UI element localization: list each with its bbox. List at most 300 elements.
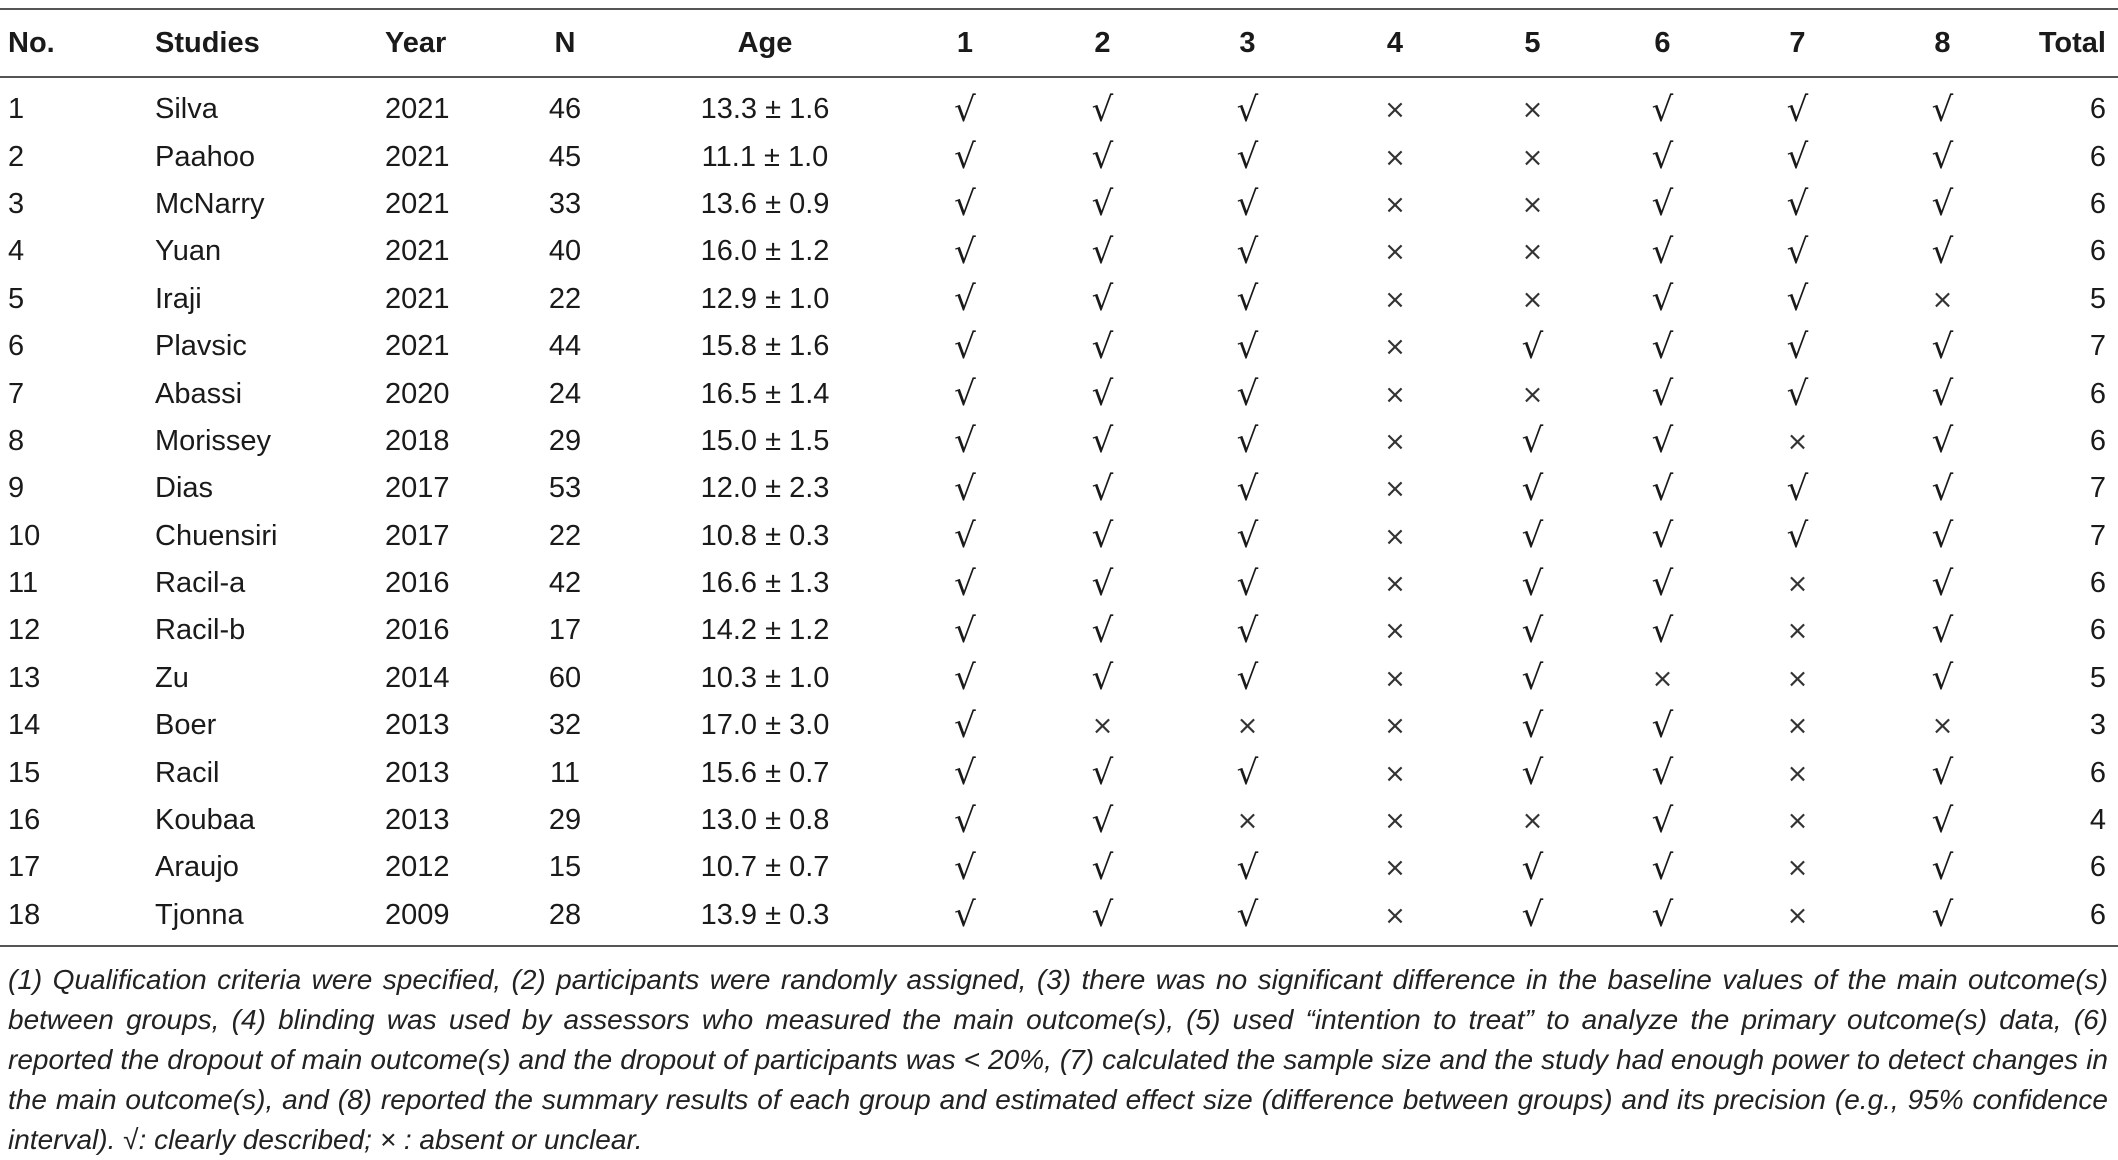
cell-criterion-4 bbox=[1325, 465, 1465, 512]
cell-total: 5 bbox=[2089, 661, 2106, 694]
cell-n: 22 bbox=[548, 282, 582, 315]
check-mark: √ bbox=[1521, 847, 1544, 888]
cell-criterion-3 bbox=[1170, 844, 1325, 891]
cell-criterion-1 bbox=[895, 465, 1035, 512]
check-mark: √ bbox=[1521, 516, 1544, 557]
cell-criterion-7 bbox=[1725, 323, 1870, 370]
table-row bbox=[0, 560, 2118, 607]
header-row bbox=[0, 9, 2118, 77]
check-mark: √ bbox=[1521, 658, 1544, 699]
check-mark: √ bbox=[1091, 658, 1114, 699]
table-row bbox=[0, 370, 2118, 417]
check-mark: √ bbox=[954, 137, 976, 178]
cell-study: Chuensiri bbox=[155, 519, 278, 552]
cell-n: 28 bbox=[495, 892, 635, 946]
cross-mark: × bbox=[1521, 95, 1544, 126]
cross-mark: × bbox=[1384, 711, 1406, 742]
cell-criterion-5 bbox=[1465, 892, 1600, 946]
cell-criterion-8 bbox=[1870, 797, 2015, 844]
header-criterion-3: 3 bbox=[1170, 9, 1325, 77]
cell-criterion-2 bbox=[1035, 702, 1170, 749]
header-criterion-4: 4 bbox=[1325, 9, 1465, 77]
check-mark: √ bbox=[1236, 326, 1259, 367]
cell-n: 32 bbox=[548, 709, 582, 742]
cell-criterion-1 bbox=[895, 797, 1035, 844]
cell-criterion-5 bbox=[1465, 607, 1600, 654]
cell-criterion-5 bbox=[1465, 276, 1600, 323]
cell-criterion-2 bbox=[1035, 370, 1170, 417]
cell-criterion-7 bbox=[1725, 133, 1870, 180]
cell-criterion-1 bbox=[895, 749, 1035, 796]
cross-mark: × bbox=[1384, 853, 1406, 884]
cell-year: 2009 bbox=[385, 892, 495, 946]
cell-criterion-4 bbox=[1325, 133, 1465, 180]
check-mark: √ bbox=[1786, 89, 1809, 130]
cell-criterion-2 bbox=[1035, 228, 1170, 275]
cell-year: 2020 bbox=[385, 377, 450, 410]
header-criterion-6: 6 bbox=[1600, 9, 1725, 77]
cell-no: 14 bbox=[8, 709, 41, 742]
cross-mark: × bbox=[1931, 711, 1954, 742]
cell-n: 44 bbox=[548, 330, 582, 363]
check-mark: √ bbox=[954, 89, 976, 130]
cell-total: 7 bbox=[2089, 519, 2106, 552]
table-row bbox=[0, 181, 2118, 228]
cell-year: 2018 bbox=[385, 424, 450, 457]
check-mark: √ bbox=[1091, 563, 1114, 604]
cell-criterion-1 bbox=[895, 892, 1035, 946]
check-mark: √ bbox=[1931, 137, 1954, 178]
check-mark: √ bbox=[1521, 563, 1544, 604]
check-mark: √ bbox=[1651, 279, 1674, 320]
check-mark: √ bbox=[1521, 753, 1544, 794]
cell-criterion-1 bbox=[895, 276, 1035, 323]
cell-criterion-2 bbox=[1035, 276, 1170, 323]
cell-no: 2 bbox=[8, 140, 25, 173]
cell-criterion-8 bbox=[1870, 607, 2015, 654]
header-criterion-2: 2 bbox=[1035, 9, 1170, 77]
check-mark: √ bbox=[954, 374, 976, 415]
cell-no: 7 bbox=[8, 377, 25, 410]
check-mark: √ bbox=[1521, 468, 1544, 509]
cell-n: 24 bbox=[548, 377, 582, 410]
cell-criterion-7 bbox=[1725, 655, 1870, 702]
table-body bbox=[0, 77, 2118, 946]
cell-criterion-6 bbox=[1600, 749, 1725, 796]
check-mark: √ bbox=[1651, 231, 1674, 272]
check-mark: √ bbox=[1236, 184, 1259, 225]
quality-assessment-table bbox=[0, 8, 2118, 947]
check-mark: √ bbox=[1931, 895, 1954, 936]
cross-mark: × bbox=[1786, 758, 1809, 789]
cross-mark: × bbox=[1786, 711, 1809, 742]
cross-mark: × bbox=[1521, 806, 1544, 837]
cross-mark: × bbox=[1521, 142, 1544, 173]
cell-criterion-8 bbox=[1870, 181, 2015, 228]
cell-total: 6 bbox=[2089, 93, 2106, 126]
cell-criterion-4 bbox=[1325, 607, 1465, 654]
cell-total: 6 bbox=[2089, 424, 2106, 457]
cell-criterion-3 bbox=[1170, 749, 1325, 796]
cell-criterion-4 bbox=[1325, 323, 1465, 370]
header-total: Total bbox=[2015, 9, 2118, 77]
header-age: Age bbox=[635, 9, 895, 77]
cell-criterion-4 bbox=[1325, 655, 1465, 702]
cell-total: 6 bbox=[2089, 851, 2106, 884]
check-mark: √ bbox=[1091, 895, 1114, 936]
cross-mark: × bbox=[1236, 806, 1259, 837]
cross-mark: × bbox=[1384, 95, 1406, 126]
check-mark: √ bbox=[1931, 231, 1954, 272]
cell-n: 11 bbox=[549, 756, 581, 789]
cross-mark: × bbox=[1384, 237, 1406, 268]
header-criterion-5: 5 bbox=[1465, 9, 1600, 77]
check-mark: √ bbox=[1236, 895, 1259, 936]
cell-no: 17 bbox=[8, 851, 41, 884]
cell-criterion-4 bbox=[1325, 892, 1465, 946]
cell-criterion-1 bbox=[895, 77, 1035, 133]
check-mark: √ bbox=[1786, 184, 1809, 225]
check-mark: √ bbox=[1931, 516, 1954, 557]
cell-criterion-1 bbox=[895, 655, 1035, 702]
check-mark: √ bbox=[1651, 89, 1674, 130]
cell-criterion-4 bbox=[1325, 181, 1465, 228]
cell-age: 16.0 ± 1.2 bbox=[700, 235, 830, 268]
table-row bbox=[0, 465, 2118, 512]
cell-criterion-1 bbox=[895, 513, 1035, 560]
cell-total: 6 bbox=[2089, 756, 2106, 789]
check-mark: √ bbox=[1931, 468, 1954, 509]
cross-mark: × bbox=[1384, 142, 1406, 173]
table-row bbox=[0, 323, 2118, 370]
check-mark: √ bbox=[1786, 279, 1809, 320]
cell-criterion-6 bbox=[1600, 892, 1725, 946]
check-mark: √ bbox=[1931, 610, 1954, 651]
table-row bbox=[0, 513, 2118, 560]
cell-criterion-2 bbox=[1035, 892, 1170, 946]
cell-criterion-8 bbox=[1870, 77, 2015, 133]
cell-no: 13 bbox=[8, 661, 41, 694]
cell-age: 10.3 ± 1.0 bbox=[700, 661, 830, 694]
cell-criterion-4 bbox=[1325, 702, 1465, 749]
check-mark: √ bbox=[1651, 468, 1674, 509]
cell-criterion-3 bbox=[1170, 418, 1325, 465]
cell-criterion-3 bbox=[1170, 228, 1325, 275]
cell-criterion-3 bbox=[1170, 133, 1325, 180]
header-criterion-1: 1 bbox=[895, 9, 1035, 77]
cell-criterion-1 bbox=[895, 418, 1035, 465]
cross-mark: × bbox=[1786, 569, 1809, 600]
cross-mark: × bbox=[1521, 237, 1544, 268]
check-mark: √ bbox=[1651, 563, 1674, 604]
cell-criterion-8 bbox=[1870, 418, 2015, 465]
cell-age: 10.7 ± 0.7 bbox=[700, 851, 830, 884]
cell-year: 2013 bbox=[385, 804, 450, 837]
cell-criterion-6 bbox=[1600, 655, 1725, 702]
check-mark: √ bbox=[1091, 137, 1114, 178]
cell-criterion-8 bbox=[1870, 702, 2015, 749]
cross-mark: × bbox=[1384, 663, 1406, 694]
cell-study: Racil bbox=[155, 756, 220, 789]
cell-criterion-2 bbox=[1035, 133, 1170, 180]
cell-age: 12.0 ± 2.3 bbox=[700, 472, 830, 505]
cross-mark: × bbox=[1384, 379, 1406, 410]
cell-study: McNarry bbox=[155, 187, 265, 220]
check-mark: √ bbox=[954, 800, 976, 841]
cell-total: 6 bbox=[2015, 892, 2118, 946]
check-mark: √ bbox=[1091, 468, 1114, 509]
cross-mark: × bbox=[1786, 900, 1809, 931]
cell-year: 2012 bbox=[385, 851, 450, 884]
check-mark: √ bbox=[1651, 516, 1674, 557]
cell-criterion-1 bbox=[895, 844, 1035, 891]
cell-criterion-4 bbox=[1325, 560, 1465, 607]
check-mark: √ bbox=[954, 279, 976, 320]
check-mark: √ bbox=[1236, 658, 1259, 699]
cell-criterion-6 bbox=[1600, 607, 1725, 654]
cell-no: 5 bbox=[8, 282, 25, 315]
table-row bbox=[0, 844, 2118, 891]
cross-mark: × bbox=[1931, 284, 1954, 315]
check-mark: √ bbox=[1931, 374, 1954, 415]
cell-criterion-2 bbox=[1035, 749, 1170, 796]
cell-age: 16.6 ± 1.3 bbox=[700, 567, 830, 600]
table-row bbox=[0, 276, 2118, 323]
cell-criterion-5 bbox=[1465, 844, 1600, 891]
check-mark: √ bbox=[1651, 705, 1674, 746]
cell-criterion-7 bbox=[1725, 370, 1870, 417]
check-mark: √ bbox=[1651, 753, 1674, 794]
cell-age: 15.6 ± 0.7 bbox=[700, 756, 830, 789]
table-row bbox=[0, 702, 2118, 749]
cross-mark: × bbox=[1786, 426, 1809, 457]
table-row bbox=[0, 892, 2118, 946]
cell-criterion-4 bbox=[1325, 797, 1465, 844]
cell-criterion-8 bbox=[1870, 228, 2015, 275]
check-mark: √ bbox=[1931, 421, 1954, 462]
cell-criterion-5 bbox=[1465, 181, 1600, 228]
check-mark: √ bbox=[1091, 89, 1114, 130]
cell-criterion-7 bbox=[1725, 797, 1870, 844]
cell-criterion-6 bbox=[1600, 560, 1725, 607]
cell-age: 13.9 ± 0.3 bbox=[635, 892, 895, 946]
cell-criterion-7 bbox=[1725, 77, 1870, 133]
cell-year: 2021 bbox=[385, 187, 450, 220]
cell-criterion-4 bbox=[1325, 844, 1465, 891]
cell-age: 17.0 ± 3.0 bbox=[700, 709, 830, 742]
cell-criterion-6 bbox=[1600, 702, 1725, 749]
cell-n: 40 bbox=[548, 235, 582, 268]
check-mark: √ bbox=[1931, 326, 1954, 367]
cross-mark: × bbox=[1521, 379, 1544, 410]
cross-mark: × bbox=[1384, 521, 1406, 552]
cell-criterion-5 bbox=[1465, 228, 1600, 275]
cell-age: 14.2 ± 1.2 bbox=[700, 614, 830, 647]
cell-criterion-8 bbox=[1870, 133, 2015, 180]
cell-criterion-5 bbox=[1465, 370, 1600, 417]
cell-criterion-7 bbox=[1725, 181, 1870, 228]
cell-criterion-1 bbox=[895, 181, 1035, 228]
cell-age: 16.5 ± 1.4 bbox=[700, 377, 830, 410]
cell-criterion-1 bbox=[895, 370, 1035, 417]
cross-mark: × bbox=[1521, 284, 1544, 315]
cell-year: 2021 bbox=[385, 282, 450, 315]
cell-study: Zu bbox=[155, 661, 189, 694]
cell-total: 6 bbox=[2089, 614, 2106, 647]
cell-criterion-2 bbox=[1035, 797, 1170, 844]
check-mark: √ bbox=[954, 516, 976, 557]
cell-criterion-8 bbox=[1870, 749, 2015, 796]
cell-criterion-4 bbox=[1325, 276, 1465, 323]
table-row bbox=[0, 797, 2118, 844]
cell-criterion-6 bbox=[1600, 276, 1725, 323]
cell-total: 6 bbox=[2089, 567, 2106, 600]
cell-criterion-6 bbox=[1600, 465, 1725, 512]
check-mark: √ bbox=[1521, 326, 1544, 367]
cell-study: Dias bbox=[155, 472, 214, 505]
cross-mark: × bbox=[1384, 900, 1406, 931]
table-row bbox=[0, 133, 2118, 180]
check-mark: √ bbox=[1786, 137, 1809, 178]
cell-no: 16 bbox=[8, 804, 41, 837]
table-row bbox=[0, 655, 2118, 702]
cell-total: 6 bbox=[2089, 187, 2106, 220]
cell-year: 2014 bbox=[385, 661, 450, 694]
cell-no: 12 bbox=[8, 614, 41, 647]
cell-criterion-1 bbox=[895, 228, 1035, 275]
cross-mark: × bbox=[1236, 711, 1259, 742]
cell-no: 6 bbox=[8, 330, 25, 363]
check-mark: √ bbox=[1236, 516, 1259, 557]
cell-criterion-6 bbox=[1600, 323, 1725, 370]
cell-total: 6 bbox=[2089, 377, 2106, 410]
cell-no: 1 bbox=[8, 93, 25, 126]
check-mark: √ bbox=[954, 326, 976, 367]
cell-criterion-2 bbox=[1035, 181, 1170, 228]
cell-n: 33 bbox=[548, 187, 582, 220]
cell-criterion-2 bbox=[1035, 655, 1170, 702]
cell-criterion-6 bbox=[1600, 77, 1725, 133]
cell-study: Tjonna bbox=[155, 892, 385, 946]
check-mark: √ bbox=[1651, 137, 1674, 178]
cell-criterion-1 bbox=[895, 323, 1035, 370]
cell-year: 2013 bbox=[385, 756, 450, 789]
cell-total: 3 bbox=[2089, 709, 2106, 742]
cross-mark: × bbox=[1091, 711, 1114, 742]
table-row bbox=[0, 607, 2118, 654]
table-row bbox=[0, 228, 2118, 275]
cell-n: 22 bbox=[548, 519, 582, 552]
cell-year: 2013 bbox=[385, 709, 450, 742]
check-mark: √ bbox=[954, 184, 976, 225]
cell-criterion-6 bbox=[1600, 228, 1725, 275]
check-mark: √ bbox=[1091, 753, 1114, 794]
check-mark: √ bbox=[1236, 468, 1259, 509]
cell-no: 15 bbox=[8, 756, 41, 789]
check-mark: √ bbox=[1931, 184, 1954, 225]
cell-criterion-1 bbox=[895, 607, 1035, 654]
cell-no: 9 bbox=[8, 472, 25, 505]
check-mark: √ bbox=[1931, 658, 1954, 699]
cell-year: 2021 bbox=[385, 140, 450, 173]
cell-n: 53 bbox=[548, 472, 582, 505]
cell-criterion-3 bbox=[1170, 892, 1325, 946]
cell-year: 2016 bbox=[385, 567, 450, 600]
cell-criterion-5 bbox=[1465, 655, 1600, 702]
header-criterion-8: 8 bbox=[1870, 9, 2015, 77]
cell-criterion-7 bbox=[1725, 276, 1870, 323]
check-mark: √ bbox=[1651, 800, 1674, 841]
cell-criterion-3 bbox=[1170, 465, 1325, 512]
header-no: No. bbox=[0, 9, 155, 77]
cell-criterion-3 bbox=[1170, 607, 1325, 654]
check-mark: √ bbox=[1236, 610, 1259, 651]
cell-criterion-3 bbox=[1170, 77, 1325, 133]
cell-study: Morissey bbox=[155, 424, 272, 457]
cell-year: 2021 bbox=[385, 330, 450, 363]
table-row bbox=[0, 77, 2118, 133]
cell-criterion-3 bbox=[1170, 513, 1325, 560]
check-mark: √ bbox=[1521, 421, 1544, 462]
check-mark: √ bbox=[1651, 895, 1674, 936]
check-mark: √ bbox=[1091, 279, 1114, 320]
cross-mark: × bbox=[1651, 663, 1674, 694]
check-mark: √ bbox=[954, 753, 976, 794]
check-mark: √ bbox=[1236, 231, 1259, 272]
check-mark: √ bbox=[1931, 89, 1954, 130]
check-mark: √ bbox=[1786, 468, 1809, 509]
check-mark: √ bbox=[1786, 326, 1809, 367]
header-n: N bbox=[495, 9, 635, 77]
check-mark: √ bbox=[1651, 374, 1674, 415]
cell-n: 45 bbox=[548, 140, 582, 173]
table-header bbox=[0, 9, 2118, 77]
header-studies: Studies bbox=[155, 9, 385, 77]
cell-criterion-7 bbox=[1725, 844, 1870, 891]
cell-study: Boer bbox=[155, 709, 217, 742]
check-mark: √ bbox=[1931, 563, 1954, 604]
check-mark: √ bbox=[1236, 421, 1259, 462]
cross-mark: × bbox=[1786, 663, 1809, 694]
cell-criterion-4 bbox=[1325, 228, 1465, 275]
check-mark: √ bbox=[1236, 847, 1259, 888]
cell-criterion-4 bbox=[1325, 370, 1465, 417]
cell-study: Araujo bbox=[155, 851, 239, 884]
cell-criterion-7 bbox=[1725, 228, 1870, 275]
cell-criterion-8 bbox=[1870, 465, 2015, 512]
check-mark: √ bbox=[1786, 231, 1809, 272]
check-mark: √ bbox=[1521, 610, 1544, 651]
check-mark: √ bbox=[954, 847, 976, 888]
cross-mark: × bbox=[1384, 474, 1406, 505]
cell-criterion-3 bbox=[1170, 655, 1325, 702]
cell-n: 17 bbox=[548, 614, 582, 647]
table-footnote: (1) Qualification criteria were specified, (2) participants were randomly assigned, (3) there was no significant difference in the baseline values of the main outcome(s) between groups, (4) blinding was used by assessors who measured the main outcome(s), (5) used “intention to treat” to analyze the primary outcome(s) data, (6) reported the dropout of main outcome(s) and the dropout of participants was < 20%, (7) calculated the sample size and the study had enough power to detect changes in the main outcome(s), and (8) reported the summary results of each group and estimated effect size (difference between groups) and its precision (e.g., 95% confidence interval). √: clearly described; × : absent or unclear. bbox=[8, 964, 2108, 1155]
cross-mark: × bbox=[1384, 569, 1406, 600]
cell-criterion-8 bbox=[1870, 892, 2015, 946]
cell-n: 42 bbox=[548, 567, 582, 600]
cell-n: 29 bbox=[548, 804, 582, 837]
cell-criterion-5 bbox=[1465, 323, 1600, 370]
cell-criterion-3 bbox=[1170, 797, 1325, 844]
cell-year: 2017 bbox=[385, 519, 450, 552]
cell-criterion-8 bbox=[1870, 276, 2015, 323]
cell-criterion-5 bbox=[1465, 418, 1600, 465]
cell-criterion-7 bbox=[1725, 892, 1870, 946]
cell-total: 6 bbox=[2089, 140, 2106, 173]
cell-criterion-7 bbox=[1725, 749, 1870, 796]
cell-criterion-7 bbox=[1725, 607, 1870, 654]
